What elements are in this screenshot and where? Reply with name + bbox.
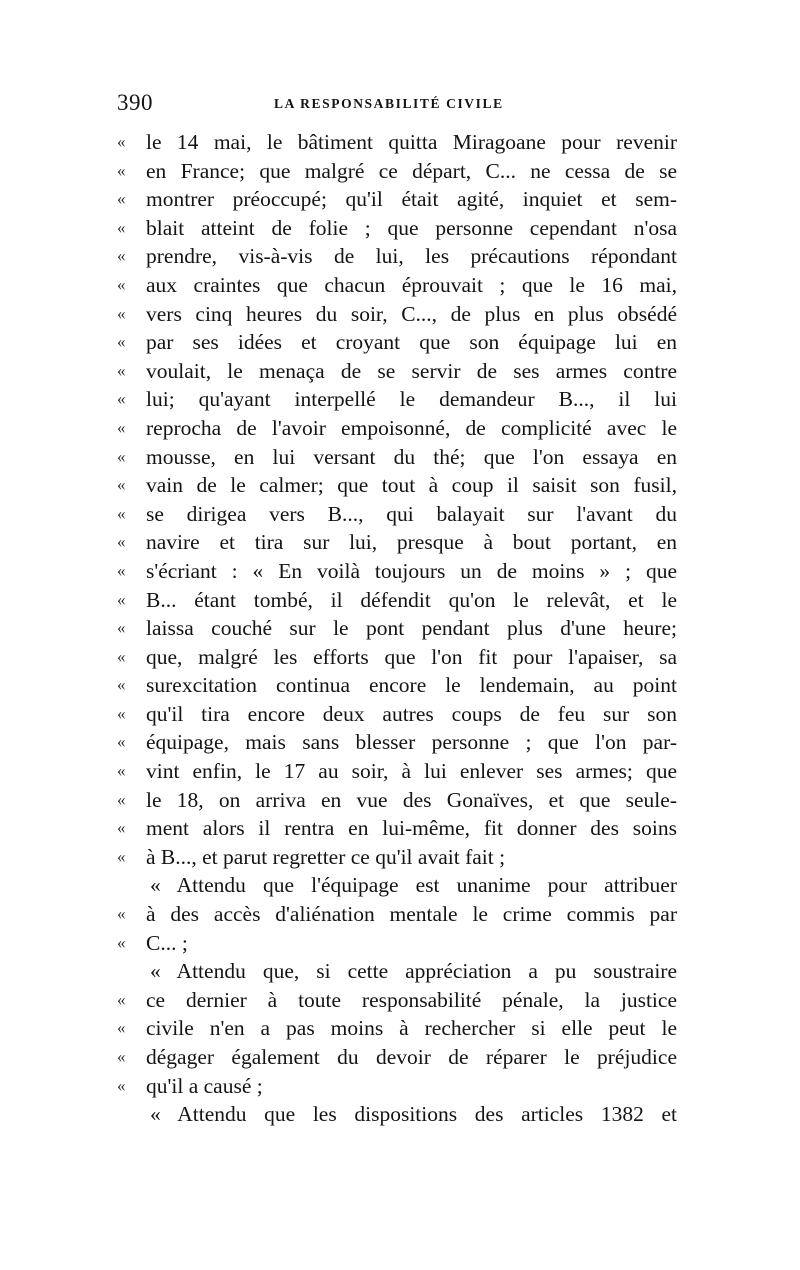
line-text: vers cinq heures du soir, C..., de plus en plus obsédé xyxy=(146,301,677,326)
line-text: mousse, en lui versant du thé; que l'on essaya en xyxy=(146,444,677,469)
line-text: C... ; xyxy=(146,930,188,955)
text-line xyxy=(117,586,677,615)
text-line xyxy=(117,500,677,529)
quote-mark: « xyxy=(117,1075,126,1095)
body-text xyxy=(117,128,677,1129)
quote-mark: « xyxy=(117,904,126,924)
quote-mark: « xyxy=(117,417,126,437)
line-text: vint enfin, le 17 au soir, à lui enlever ses armes; que xyxy=(146,759,677,784)
line-text: qu'il tira encore deux autres coups de feu sur son xyxy=(146,701,677,726)
quote-mark: « xyxy=(117,732,126,752)
line-text: reprocha de l'avoir empoisonné, de complicité avec le xyxy=(146,415,677,440)
text-line xyxy=(117,528,677,557)
text-line xyxy=(117,957,677,986)
text-line xyxy=(117,671,677,700)
line-text: le 14 mai, le bâtiment quitta Miragoane pour revenir xyxy=(146,130,677,154)
page-number: 390 xyxy=(117,90,153,115)
line-text: voulait, le menaça de se servir de ses armes contre xyxy=(146,358,677,383)
line-text: que, malgré les efforts que l'on fit pour l'apaiser, sa xyxy=(146,644,677,669)
line-text: le 18, on arriva en vue des Gonaïves, et que seule- xyxy=(146,787,677,812)
line-text: vain de le calmer; que tout à coup il saisit son fusil, xyxy=(146,473,677,498)
text-line xyxy=(117,214,677,243)
quote-mark: « xyxy=(117,446,126,466)
text-line xyxy=(117,1014,677,1043)
text-line xyxy=(117,471,677,500)
quote-mark: « xyxy=(117,818,126,838)
text-line xyxy=(117,357,677,386)
text-line xyxy=(117,128,677,157)
quote-mark: « xyxy=(117,761,126,781)
line-text: blait atteint de folie ; que personne cependant n'osa xyxy=(146,215,677,240)
line-text: surexcitation continua encore le lendemain, au point xyxy=(146,673,677,698)
text-line xyxy=(117,443,677,472)
text-line xyxy=(117,385,677,414)
text-line xyxy=(117,1043,677,1072)
line-text: montrer préoccupé; qu'il était agité, inquiet et sem- xyxy=(146,187,677,212)
quote-mark: « xyxy=(117,246,126,266)
line-text: aux craintes que chacun éprouvait ; que le 16 mai, xyxy=(146,272,677,297)
text-line xyxy=(117,271,677,300)
text-line xyxy=(117,557,677,586)
text-line xyxy=(117,757,677,786)
line-text: « Attendu que, si cette appréciation a pu soustraire xyxy=(150,959,677,984)
quote-mark: « xyxy=(117,789,126,809)
line-text: à des accès d'aliénation mentale le crime commis par xyxy=(146,902,677,927)
text-line xyxy=(117,871,677,900)
quote-mark: « xyxy=(117,846,126,866)
text-line xyxy=(117,300,677,329)
line-text: « Attendu que l'équipage est unanime pour attribuer xyxy=(150,873,677,898)
line-text: qu'il a causé ; xyxy=(146,1073,263,1098)
line-text: civile n'en a pas moins à rechercher si elle peut le xyxy=(146,1016,677,1041)
quote-mark: « xyxy=(117,618,126,638)
text-line xyxy=(117,900,677,929)
quote-mark: « xyxy=(117,303,126,323)
quote-mark: « xyxy=(117,932,126,952)
line-text: « Attendu que les dispositions des articles 1382 et xyxy=(150,1102,677,1127)
text-line xyxy=(117,786,677,815)
quote-mark: « xyxy=(117,1018,126,1038)
line-text: par ses idées et croyant que son équipage lui en xyxy=(146,330,677,355)
line-text: dégager également du devoir de réparer le préjudice xyxy=(146,1045,677,1069)
line-text: lui; qu'ayant interpellé le demandeur B..., il lui xyxy=(146,387,677,412)
quote-mark: « xyxy=(117,703,126,723)
text-line xyxy=(117,328,677,357)
quote-mark: « xyxy=(117,332,126,352)
quote-mark: « xyxy=(117,132,126,151)
quote-mark: « xyxy=(117,532,126,552)
text-line xyxy=(117,814,677,843)
quote-mark: « xyxy=(117,1047,126,1066)
line-text: équipage, mais sans blesser personne ; que l'on par- xyxy=(146,730,677,755)
line-text: ment alors il rentra en lui-même, fit donner des soins xyxy=(146,816,677,841)
line-text: laissa couché sur le pont pendant plus d'une heure; xyxy=(146,616,677,641)
line-text: B... étant tombé, il défendit qu'on le relevât, et le xyxy=(146,587,677,612)
text-line xyxy=(117,414,677,443)
quote-mark: « xyxy=(117,274,126,294)
line-text: navire et tira sur lui, presque à bout portant, en xyxy=(146,530,677,555)
text-line xyxy=(117,700,677,729)
text-line xyxy=(117,843,677,872)
text-line xyxy=(117,1072,677,1101)
line-text: à B..., et parut regretter ce qu'il avait fait ; xyxy=(146,844,506,869)
text-line xyxy=(117,929,677,958)
quote-mark: « xyxy=(117,560,126,580)
text-line xyxy=(117,157,677,186)
text-line xyxy=(117,242,677,271)
quote-mark: « xyxy=(117,989,126,1009)
quote-mark: « xyxy=(117,160,126,180)
quote-mark: « xyxy=(117,646,126,666)
quote-mark: « xyxy=(117,675,126,695)
text-line xyxy=(117,614,677,643)
text-line xyxy=(117,643,677,672)
quote-mark: « xyxy=(117,389,126,409)
text-line xyxy=(117,728,677,757)
line-text: ce dernier à toute responsabilité pénale, la justice xyxy=(146,987,677,1012)
quote-mark: « xyxy=(117,189,126,209)
line-text: s'écriant : « En voilà toujours un de moins » ; que xyxy=(146,558,677,583)
quote-mark: « xyxy=(117,503,126,523)
quote-mark: « xyxy=(117,217,126,237)
text-line xyxy=(117,1100,677,1129)
page-header xyxy=(117,90,677,120)
line-text: en France; que malgré ce départ, C... ne cessa de se xyxy=(146,158,677,183)
line-text: se dirigea vers B..., qui balayait sur l'avant du xyxy=(146,501,677,526)
running-title: LA RESPONSABILITÉ CIVILE xyxy=(274,96,504,111)
quote-mark: « xyxy=(117,360,126,380)
quote-mark: « xyxy=(117,589,126,609)
line-text: prendre, vis-à-vis de lui, les précautions répondant xyxy=(146,244,677,269)
text-line xyxy=(117,185,677,214)
quote-mark: « xyxy=(117,475,126,495)
text-line xyxy=(117,986,677,1015)
